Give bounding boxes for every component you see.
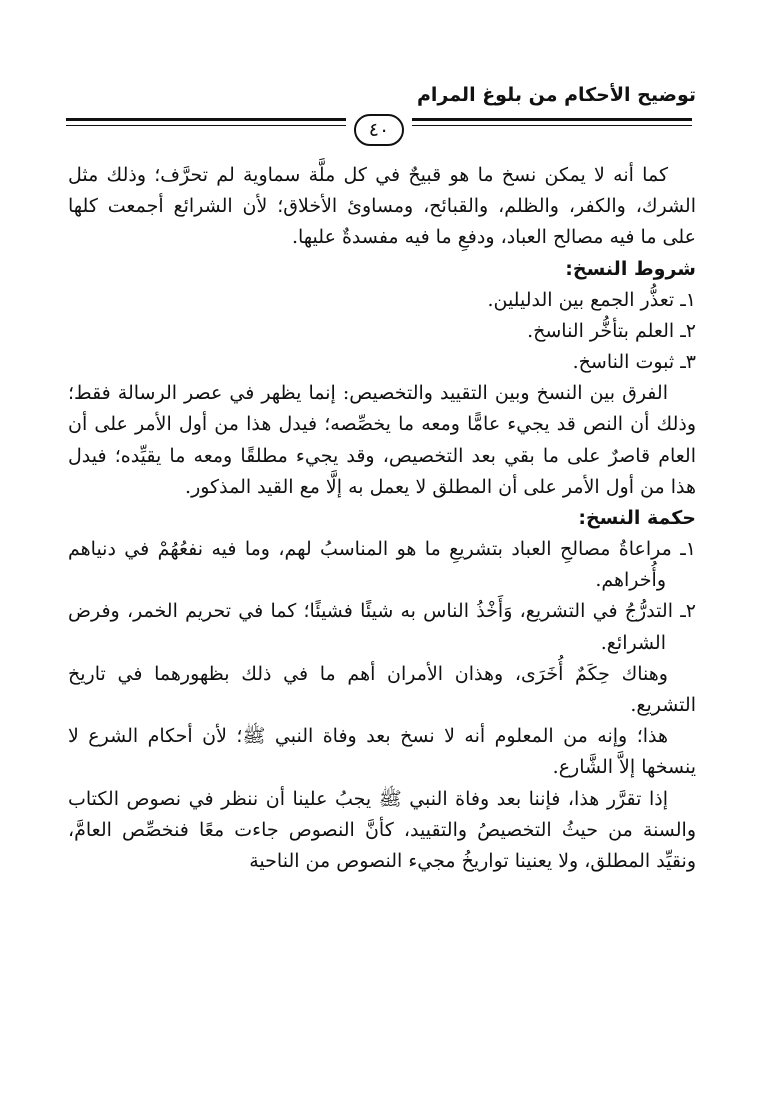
running-title: توضيح الأحكام من بلوغ المرام: [416, 84, 696, 106]
page-number-container: [0, 116, 758, 148]
paragraph-other-wisdoms: وهناك حِكَمٌ أُخَرَى، وهذان الأمران أهم ما في ذلك بظهورهما في تاريخ التشريع.: [68, 662, 696, 717]
wisdom-item-2: ٢ـ التدرُّجُ في التشريع، وَأَخْذُ الناس به شيئًا فشيئًا؛ كما في تحريم الخمر، وفرض الشرائع.: [68, 600, 696, 654]
condition-item-1: ١ـ تعذُّر الجمع بين الدليلين.: [487, 288, 696, 311]
paragraph-intro: كما أنه لا يمكن نسخ ما هو قبيحٌ في كل ملَّة سماوية لم تحرَّف؛ وذلك مثل الشرك، والكفر، والظلم، والقبائح، ومساوئ الأخلاق؛ لأن الشرائع أجمعت كلها على ما فيه مصالح العباد، ودفعِ ما فيه مفسدةٌ عليها.: [68, 164, 696, 249]
paragraph-no-abrogation: هذا؛ وإنه من المعلوم أنه لا نسخ بعد وفاة النبي ﷺ؛ لأن أحكام الشرع لا ينسخها إلاَّ الشَّارع.: [68, 725, 696, 779]
heading-abrogation-wisdom: حكمة النسخ:: [578, 507, 696, 530]
heading-abrogation-conditions: شروط النسخ:: [565, 257, 696, 280]
page-body: [68, 160, 696, 877]
page-number: ٤٠: [354, 114, 404, 146]
condition-item-3: ٣ـ ثبوت الناسخ.: [572, 351, 696, 374]
paragraph-difference: الفرق بين النسخ وبين التقييد والتخصيص: إنما يظهر في عصر الرسالة فقط؛ وذلك أن النص قد يجيء عامًّا ومعه ما يخصِّصه؛ فيدل هذا من أول الأمر على أن العام قاصرٌ على ما بقي بعد التخصيص، وقد يجيء مطلقًا ومعه ما يقيِّده؛ فيدل هذا من أول الأمر على أن المطلق لا يعمل به إلَّا مع القيد المذكور.: [68, 382, 696, 498]
wisdom-item-1: ١ـ مراعاةُ مصالحِ العباد بتشريعِ ما هو المناسبُ لهم، وما فيه نفعُهُمْ في دنياهم وأُخراهم.: [68, 538, 696, 592]
paragraph-after-prophet: إذا تقرَّر هذا، فإننا بعد وفاة النبي ﷺ يجبُ علينا أن ننظر في نصوص الكتاب والسنة من حيثُ التخصيصُ والتقييد، كأنَّ النصوص جاءت معًا فنخصِّص العامَّ، ونقيِّد المطلق، ولا يعنينا تواريخُ مجيء النصوص من الناحية: [68, 787, 696, 873]
condition-item-2: ٢ـ العلم بتأخُّر الناسخ.: [527, 319, 696, 342]
page-number-badge: [346, 114, 412, 146]
